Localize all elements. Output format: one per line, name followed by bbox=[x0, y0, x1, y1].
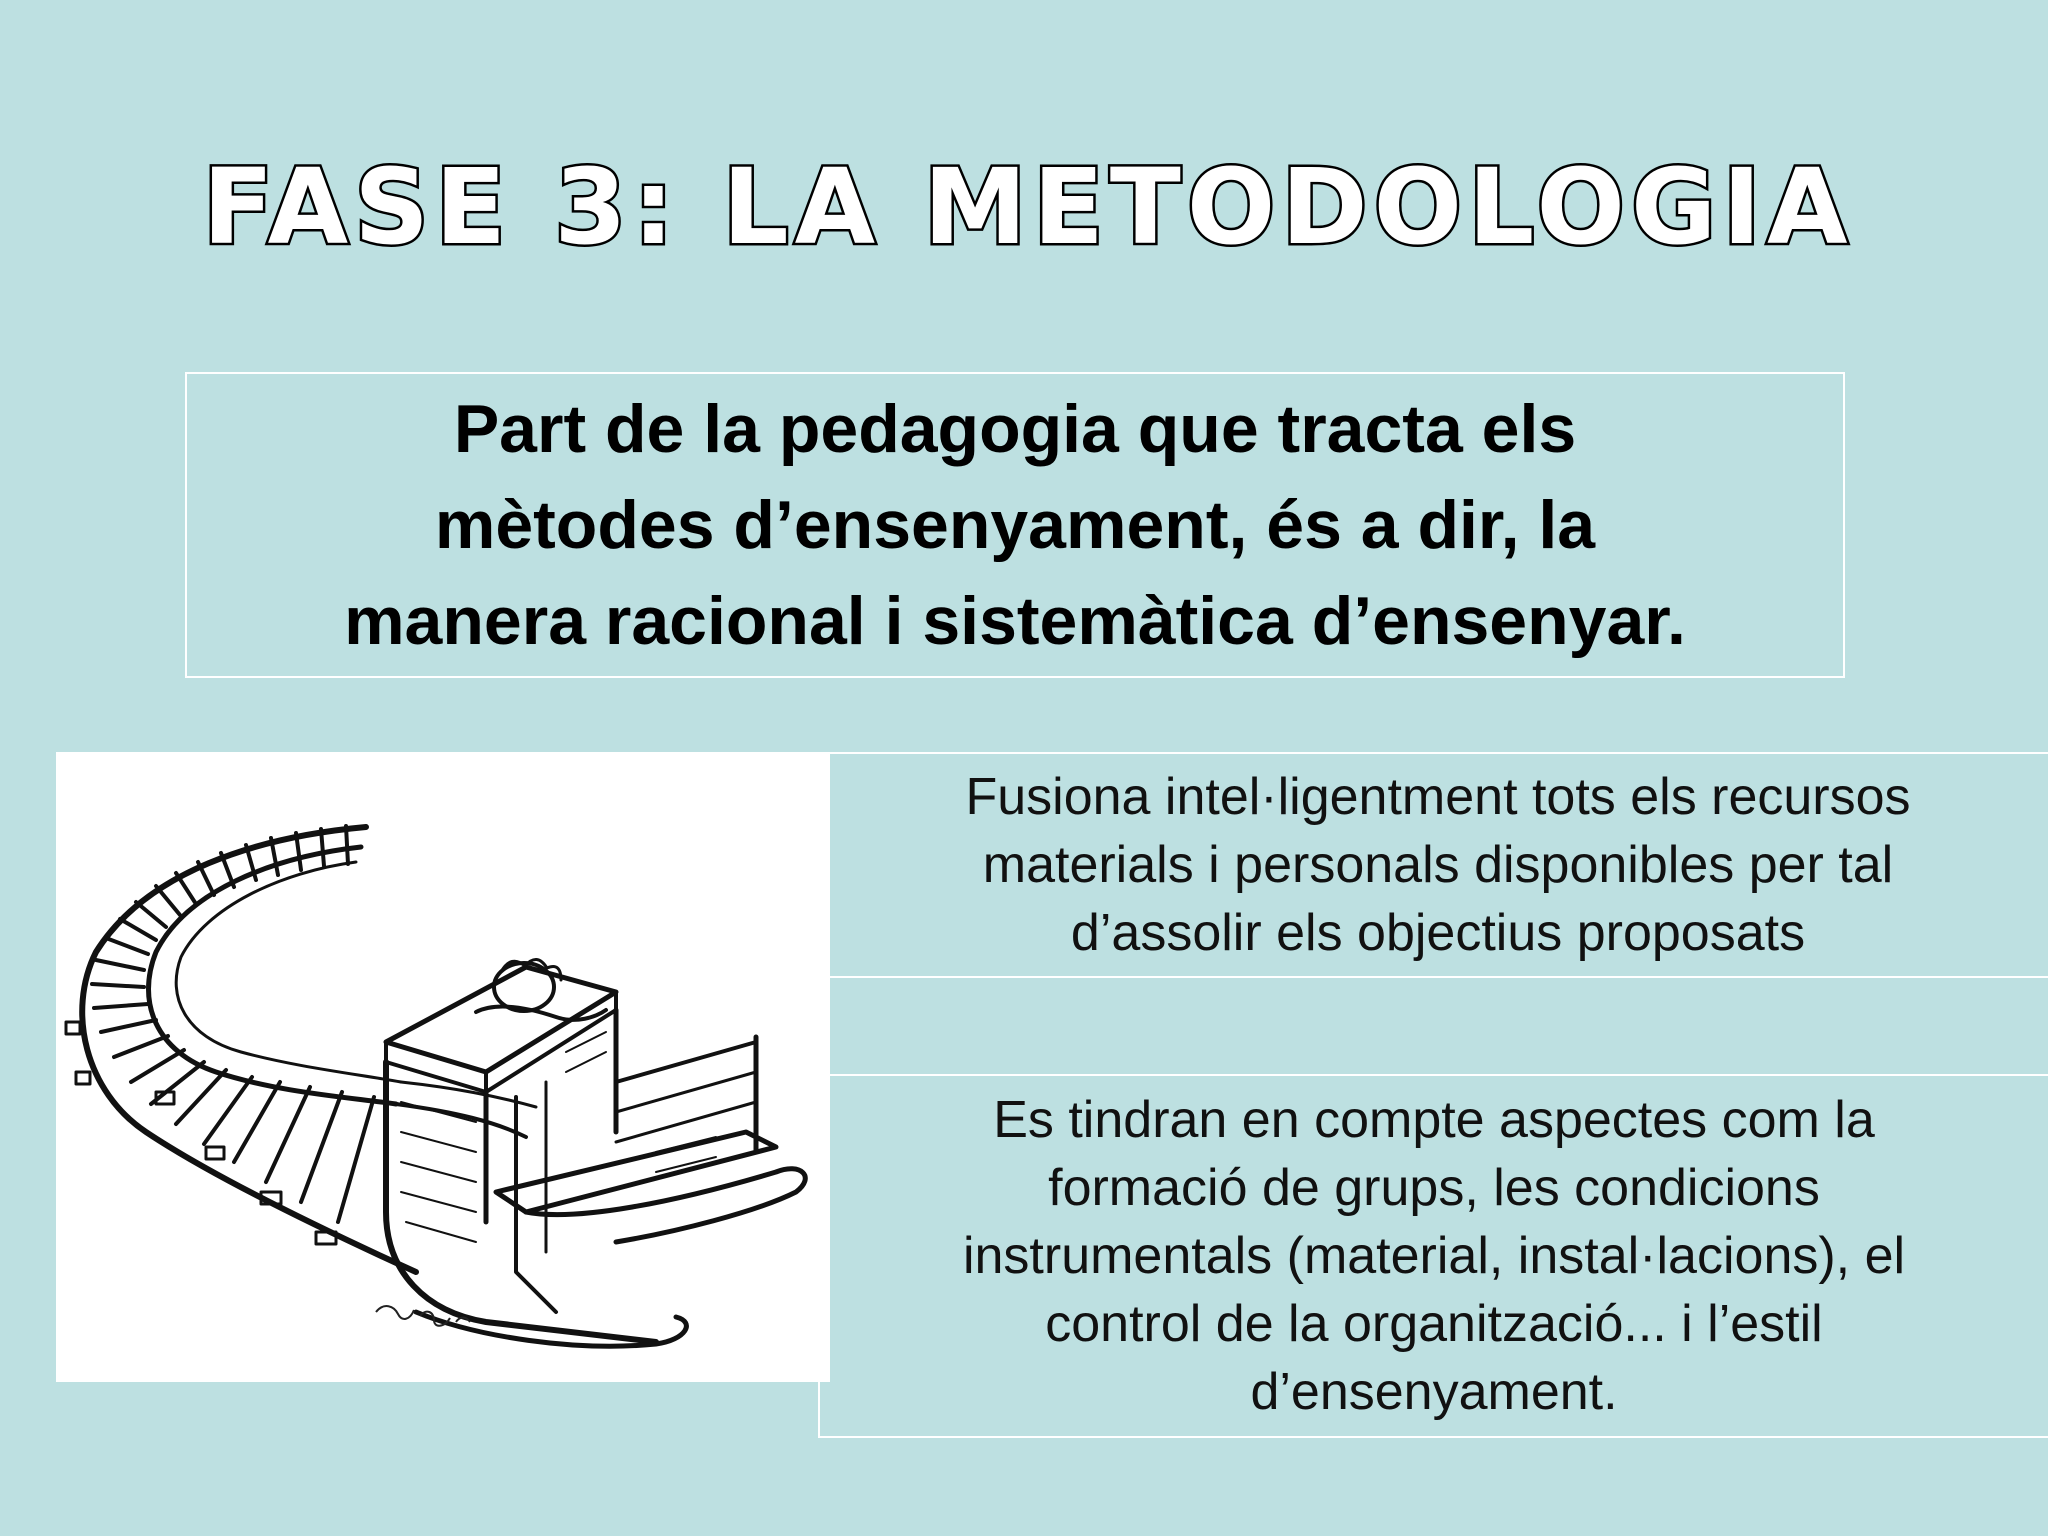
student-desk-on-rails-illustration bbox=[56, 752, 830, 1382]
slide-title: FASE 3: LA METODOLOGIA bbox=[202, 146, 1854, 268]
info-box-2-line-2: formació de grups, les condicions bbox=[1048, 1159, 1820, 1217]
info-box-1-line-2: materials i personals disponibles per tal bbox=[982, 836, 1894, 894]
info-box-2-line-3: instrumentals (material, instal·lacions), el bbox=[962, 1227, 1906, 1285]
definition-line-1: Part de la pedagogia que tracta els bbox=[453, 391, 1577, 467]
info-box-2-line-1: Es tindran en compte aspectes com la bbox=[993, 1091, 1875, 1149]
definition-text bbox=[324, 381, 1706, 669]
definition-box bbox=[185, 372, 1845, 678]
info-box-2-line-4: control de la organització... i l’estil bbox=[1045, 1295, 1823, 1353]
info-box-aspects bbox=[818, 1074, 2048, 1438]
definition-line-2: mètodes d’ensenyament, és a dir, la bbox=[434, 487, 1596, 563]
info-box-1-line-3: d’assolir els objectius proposats bbox=[1070, 904, 1806, 962]
student-desk-on-rails-drawing-icon bbox=[56, 752, 830, 1382]
info-box-resources-text bbox=[965, 763, 1910, 967]
info-box-aspects-text bbox=[963, 1086, 1905, 1426]
definition-line-3: manera racional i sistemàtica d’ensenyar. bbox=[344, 583, 1686, 659]
info-box-resources bbox=[828, 752, 2048, 978]
info-box-2-line-5: d’ensenyament. bbox=[1250, 1363, 1618, 1421]
info-box-1-line-1: Fusiona intel·ligentment tots els recursos bbox=[965, 768, 1911, 826]
